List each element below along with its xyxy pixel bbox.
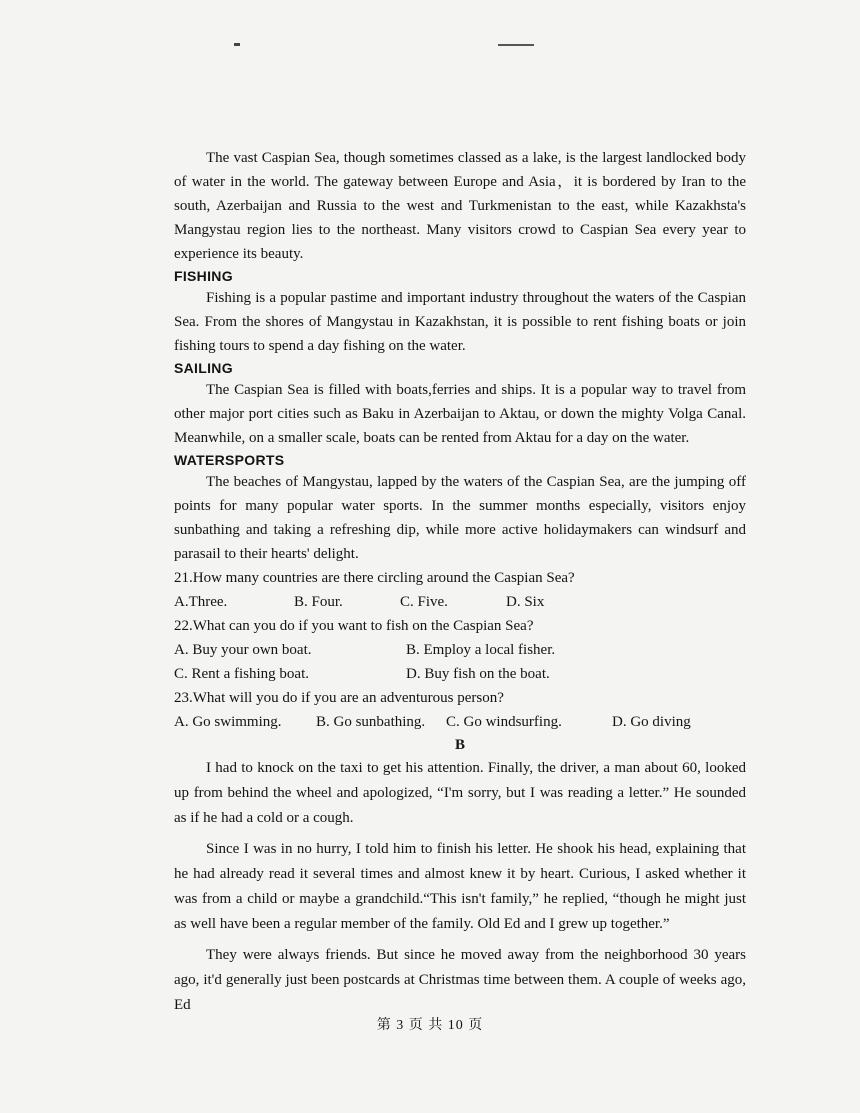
page-footer: 第 3 页 共 10 页 [376,1018,484,1033]
scan-line [498,44,534,46]
question-23: 23.What will you do if you are an adventurous person? [174,690,504,706]
option-b: B. Four. [294,594,343,610]
option-b: B. Employ a local fisher. [406,642,556,658]
option-d: D. Buy fish on the boat. [406,666,550,682]
option-b: B. Go sunbathing. [316,714,426,730]
option-c: C. Go windsurfing. [446,714,562,730]
option-a: A.Three. [174,594,228,610]
question-22: 22.What can you do if you want to fish on the Caspian Sea? [174,618,534,634]
option-d: D. Go diving [612,714,691,730]
passage-b-paragraph: They were always friends. But since he moved away from the neighborhood 30 years ago, it'd generally just been postcards at Christmas time between them. A couple of weeks ago, Ed [174,947,746,1013]
section-text-sailing: The Caspian Sea is filled with boats,ferries and ships. It is a popular way to travel from other major port cities such as Baku in Azerbaijan to Aktau, or down the mighty Volga Canal. Meanwhile, on a smaller scale, boats can be rented from Aktau for a day on the water. [174,382,746,446]
passage-b-paragraph: I had to knock on the taxi to get his attention. Finally, the driver, a man about 60, looked up from behind the wheel and apologized, “I'm sorry, but I was reading a letter.” He sounded as if he had a cold or a cough. [174,760,746,826]
option-a: A. Buy your own boat. [174,642,312,658]
section-heading-sailing: SAILING [174,360,233,376]
question-23-options [174,710,746,734]
option-a: A. Go swimming. [174,714,282,730]
option-c: C. Five. [400,594,448,610]
section-heading-fishing: FISHING [174,268,233,284]
option-c: C. Rent a fishing boat. [174,666,309,682]
section-heading-watersports: WATERSPORTS [174,452,285,468]
passage-b-paragraph: Since I was in no hurry, I told him to finish his letter. He shook his head, explaining that he had already read it several times and almost knew it by heart. Curious, I asked whether it was from a child or maybe a grandchild.“This isn't family,” he replied, “though he might just as well have been a regular member of the family. Old Ed and I grew up together.” [174,841,746,932]
passage-b [174,756,746,1018]
passage-b-letter: B [454,737,465,753]
section-text-watersports: The beaches of Mangystau, lapped by the waters of the Caspian Sea, are the jumping off points for many popular water sports. In the summer months especially, visitors enjoy sunbathing and taking a refreshing dip, while more active holidaymakers can windsurf and parasail to their hearts' delight. [174,474,746,562]
question-21: 21.How many countries are there circling around the Caspian Sea? [174,570,575,586]
question-22-options-row1 [174,638,746,662]
scan-mark [234,43,240,46]
page-content [174,146,746,1018]
passage-a-intro: The vast Caspian Sea, though sometimes classed as a lake, is the largest landlocked body of water in the world. The gateway between Europe and Asia，it is bordered by Iran to the south, Azerbaijan and Russia to the west and Turkmenistan to the east, while Kazakhsta's Mangystau region lies to the northeast. Many visitors crowd to Caspian Sea every year to experience its beauty. [174,150,746,262]
question-21-options [174,590,746,614]
section-text-fishing: Fishing is a popular pastime and important industry throughout the waters of the Caspian Sea. From the shores of Mangystau in Kazakhstan, it is possible to rent fishing boats or join fishing tours to spend a day fishing on the water. [174,290,746,354]
option-d: D. Six [506,594,545,610]
question-22-options-row2 [174,662,746,686]
